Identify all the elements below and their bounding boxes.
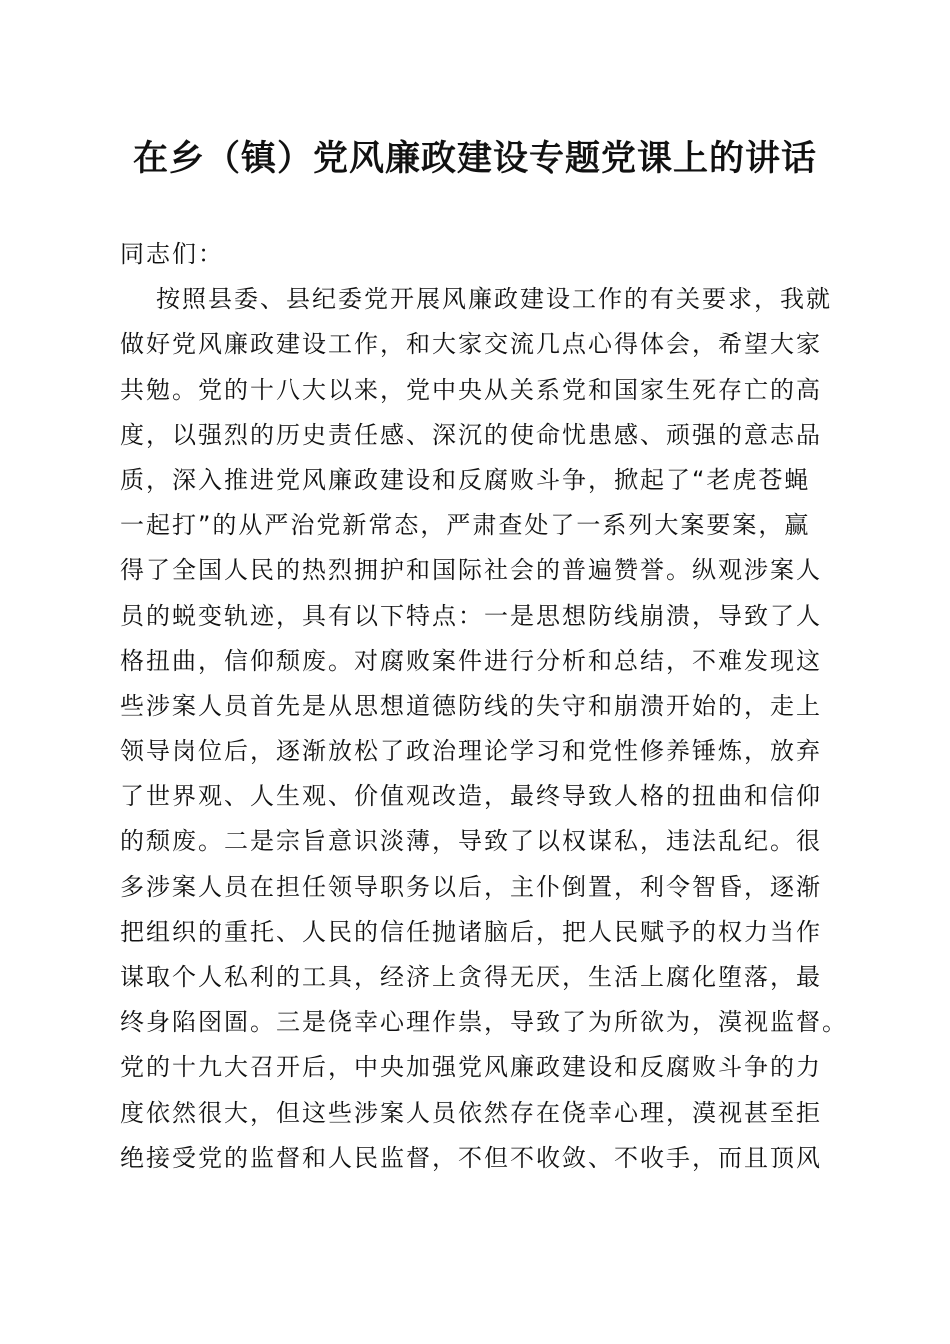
paragraph-line: 质，深入推进党风廉政建设和反腐败斗争，掀起了“老虎苍蝇 xyxy=(120,465,811,494)
paragraph-line: 得了全国人民的热烈拥护和国际社会的普遍赞誉。纵观涉案人 xyxy=(120,556,822,585)
document-title: 在乡（镇）党风廉政建设专题党课上的讲话 xyxy=(132,138,817,179)
paragraph-line: 一起打”的从严治党新常态，严肃查处了一系列大案要案，赢 xyxy=(120,511,811,540)
paragraph-line: 员的蜕变轨迹，具有以下特点：一是思想防线崩溃，导致了人 xyxy=(120,601,822,630)
paragraph-line: 按照县委、县纪委党开展风廉政建设工作的有关要求，我就 xyxy=(156,285,832,314)
paragraph-line: 共勉。党的十八大以来，党中央从关系党和国家生死存亡的高 xyxy=(120,375,822,404)
salutation: 同志们： xyxy=(120,240,224,268)
paragraph-line: 做好党风廉政建设工作，和大家交流几点心得体会，希望大家 xyxy=(120,330,822,359)
paragraph-line: 些涉案人员首先是从思想道德防线的失守和崩溃开始的，走上 xyxy=(120,691,822,720)
paragraph-line: 度，以强烈的历史责任感、深沉的使命忧患感、顽强的意志品 xyxy=(120,420,822,449)
paragraph-line: 的颓废。二是宗旨意识淡薄，导致了以权谋私，违法乱纪。很 xyxy=(120,827,822,856)
paragraph-line: 党的十九大召开后，中央加强党风廉政建设和反腐败斗争的力 xyxy=(120,1053,822,1082)
paragraph-line: 谋取个人私利的工具，经济上贪得无厌，生活上腐化堕落，最 xyxy=(120,963,822,991)
document-body xyxy=(120,232,850,1181)
paragraph-line: 度依然很大，但这些涉案人员依然存在侥幸心理，漠视甚至拒 xyxy=(120,1098,822,1127)
paragraph-line: 领导岗位后，逐渐放松了政治理论学习和党性修养锤炼，放弃 xyxy=(120,737,822,766)
paragraph-line: 绝接受党的监督和人民监督，不但不收敛、不收手，而且顶风 xyxy=(120,1143,822,1172)
paragraph-line: 终身陷囹圄。三是侥幸心理作祟，导致了为所欲为，漠视监督。 xyxy=(120,1008,848,1037)
paragraph-line: 多涉案人员在担任领导职务以后，主仆倒置，利令智昏，逐渐 xyxy=(120,872,822,901)
paragraph-line: 格扭曲，信仰颓废。对腐败案件进行分析和总结，不难发现这 xyxy=(120,646,822,675)
paragraph-line: 把组织的重托、人民的信任抛诸脑后，把人民赋予的权力当作 xyxy=(120,917,822,946)
paragraph-line: 了世界观、人生观、价值观改造，最终导致人格的扭曲和信仰 xyxy=(120,782,822,811)
